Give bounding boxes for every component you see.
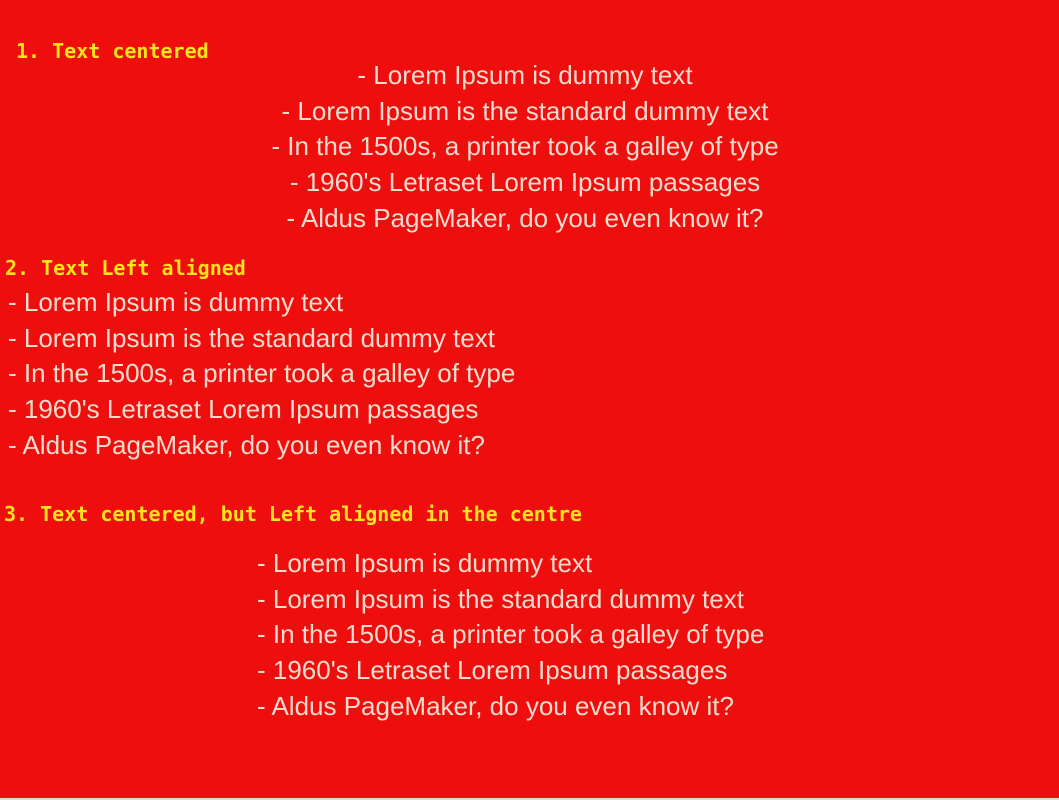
list-item: - In the 1500s, a printer took a galley of type: [271, 131, 779, 162]
list-item: - Lorem Ipsum is the standard dummy text: [257, 583, 744, 614]
list-item: - Lorem Ipsum is dummy text: [357, 60, 693, 90]
section-2-heading: 2. Text Left aligned: [5, 256, 246, 280]
list-item: - 1960's Letraset Lorem Ipsum passages: [257, 655, 728, 686]
section-3-heading: 3. Text centered, but Left aligned in the centre: [4, 502, 582, 526]
list-item: - 1960's Letraset Lorem Ipsum passages: [8, 394, 479, 425]
list-item: - Aldus PageMaker, do you even know it?: [8, 429, 485, 460]
list-item: - Lorem Ipsum is dummy text: [8, 287, 344, 317]
list-item: - 1960's Letraset Lorem Ipsum passages: [289, 167, 761, 198]
list-item: - Aldus PageMaker, do you even know it?: [286, 202, 764, 233]
list-item: - Aldus PageMaker, do you even know it?: [257, 690, 734, 721]
list-item: - In the 1500s, a printer took a galley of type: [8, 358, 516, 389]
section-2-left-aligned-list: [8, 285, 515, 464]
section-3-centered-block-left-aligned-list: [257, 546, 764, 725]
section-1-centered-list: [0, 58, 1050, 237]
list-item: - Lorem Ipsum is the standard dummy text: [8, 322, 495, 353]
section-1-heading: 1. Text centered: [16, 39, 209, 63]
list-item: - Lorem Ipsum is dummy text: [257, 548, 593, 578]
list-item: - Lorem Ipsum is the standard dummy text: [281, 95, 769, 126]
list-item: - In the 1500s, a printer took a galley of type: [257, 619, 765, 650]
